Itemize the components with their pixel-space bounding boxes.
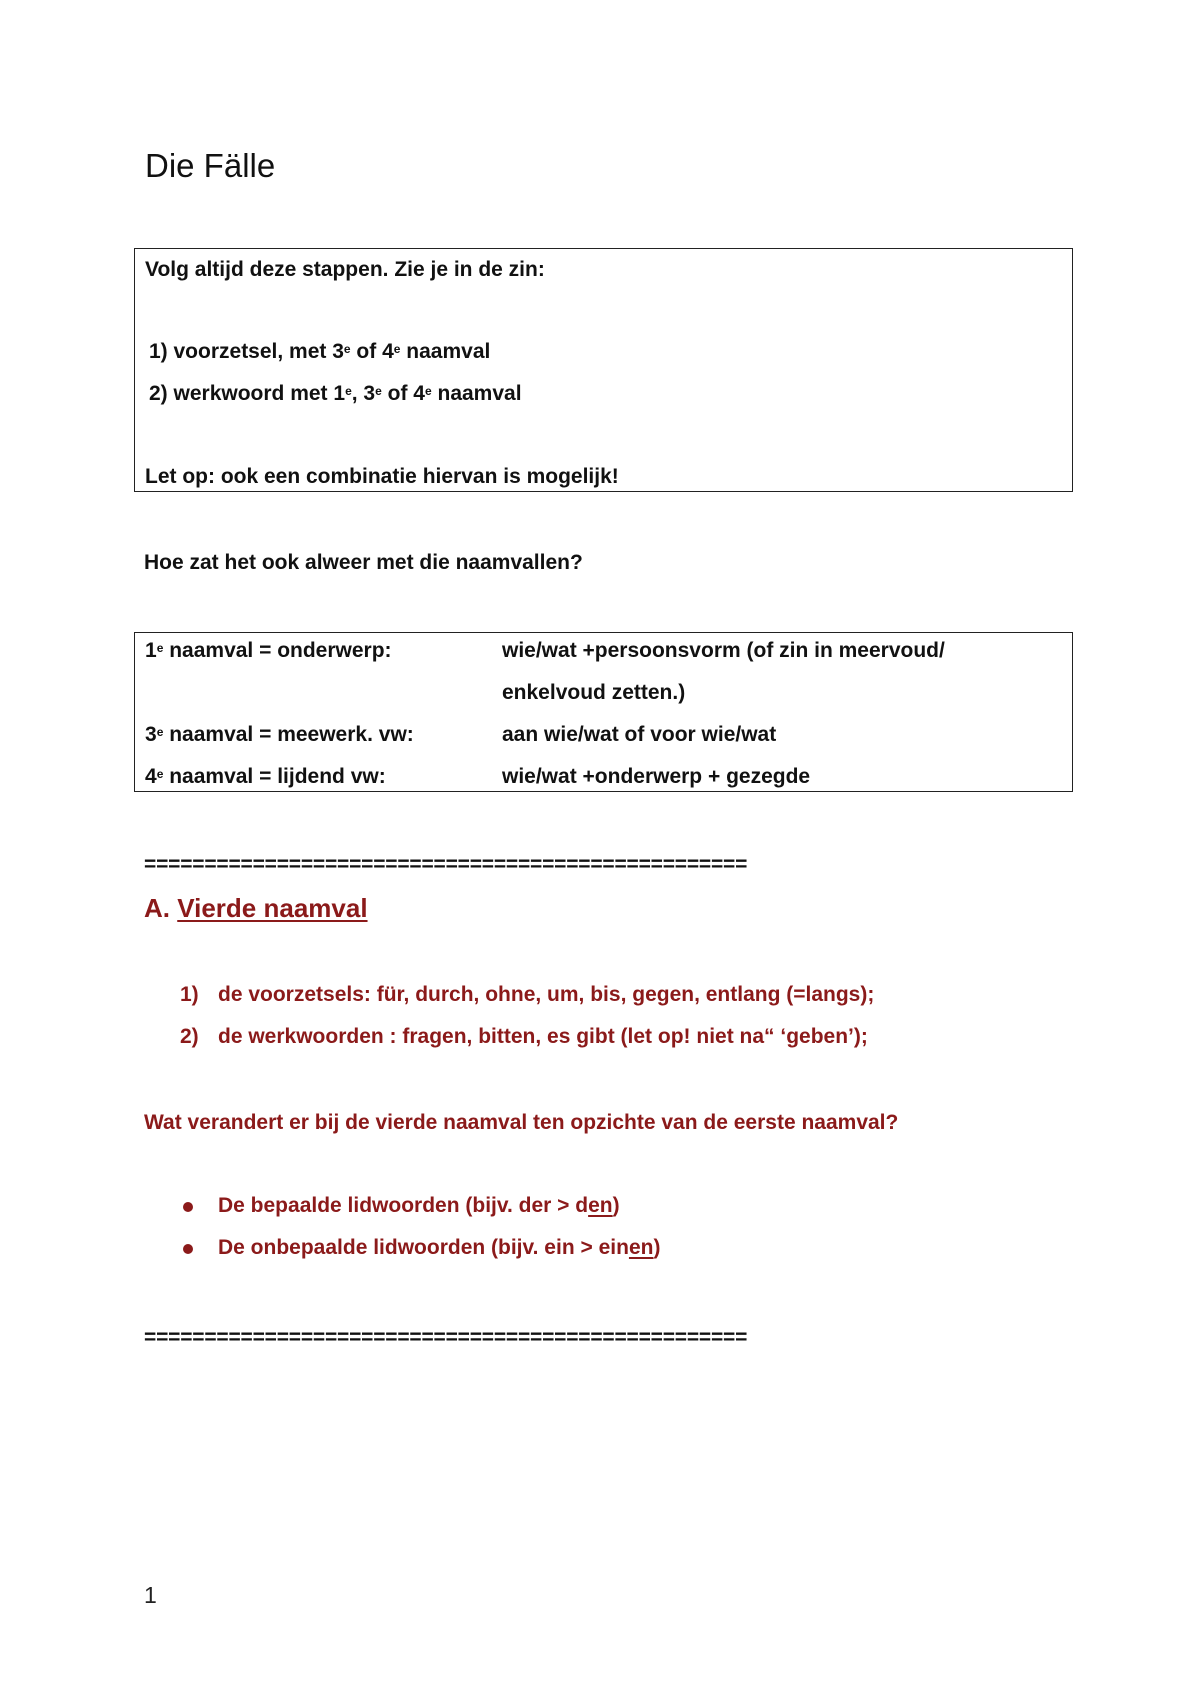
bullet-icon bbox=[183, 1244, 193, 1254]
page-title: Die Fälle bbox=[145, 147, 276, 184]
list-item: De bepaalde lidwoorden (bijv. der > den) bbox=[218, 1194, 620, 1217]
separator-line: ================================================== bbox=[144, 1326, 748, 1349]
bullet-icon bbox=[183, 1202, 193, 1212]
section-question: Wat verandert er bij de vierde naamval ten opzichte van de eerste naamval? bbox=[144, 1111, 899, 1134]
instruction-intro: Volg altijd deze stappen. Zie je in de zin: bbox=[145, 258, 545, 281]
separator-line: ================================================== bbox=[144, 853, 748, 876]
list-item: 2) de werkwoorden : fragen, bitten, es gibt (let op! niet na“ ‘geben’); bbox=[180, 1025, 868, 1048]
instruction-box bbox=[134, 248, 1073, 492]
list-item: De onbepaalde lidwoorden (bijv. ein > einen) bbox=[218, 1236, 661, 1259]
section-heading: A. Vierde naamval bbox=[144, 893, 368, 923]
instruction-note: Let op: ook een combinatie hiervan is mogelijk! bbox=[145, 465, 619, 488]
case-question: Hoe zat het ook alweer met die naamvallen? bbox=[144, 551, 583, 574]
instruction-step-1: 1) voorzetsel, met 3e of 4e naamval bbox=[149, 340, 491, 363]
list-item: 1) de voorzetsels: für, durch, ohne, um, bis, gegen, entlang (=langs); bbox=[180, 983, 875, 1006]
page-number: 1 bbox=[144, 1582, 157, 1608]
case-table: 1e naamval = onderwerp: wie/wat +persoonsvorm (of zin in meervoud/ enkelvoud zetten.) 3e naamval = meewerk. vw: aan wie/wat of voor wie/wat 4e naamval = lijdend vw: wie/wat +onderwerp + gezegde bbox=[134, 632, 1073, 792]
instruction-step-2: 2) werkwoord met 1e, 3e of 4e naamval bbox=[149, 382, 522, 405]
